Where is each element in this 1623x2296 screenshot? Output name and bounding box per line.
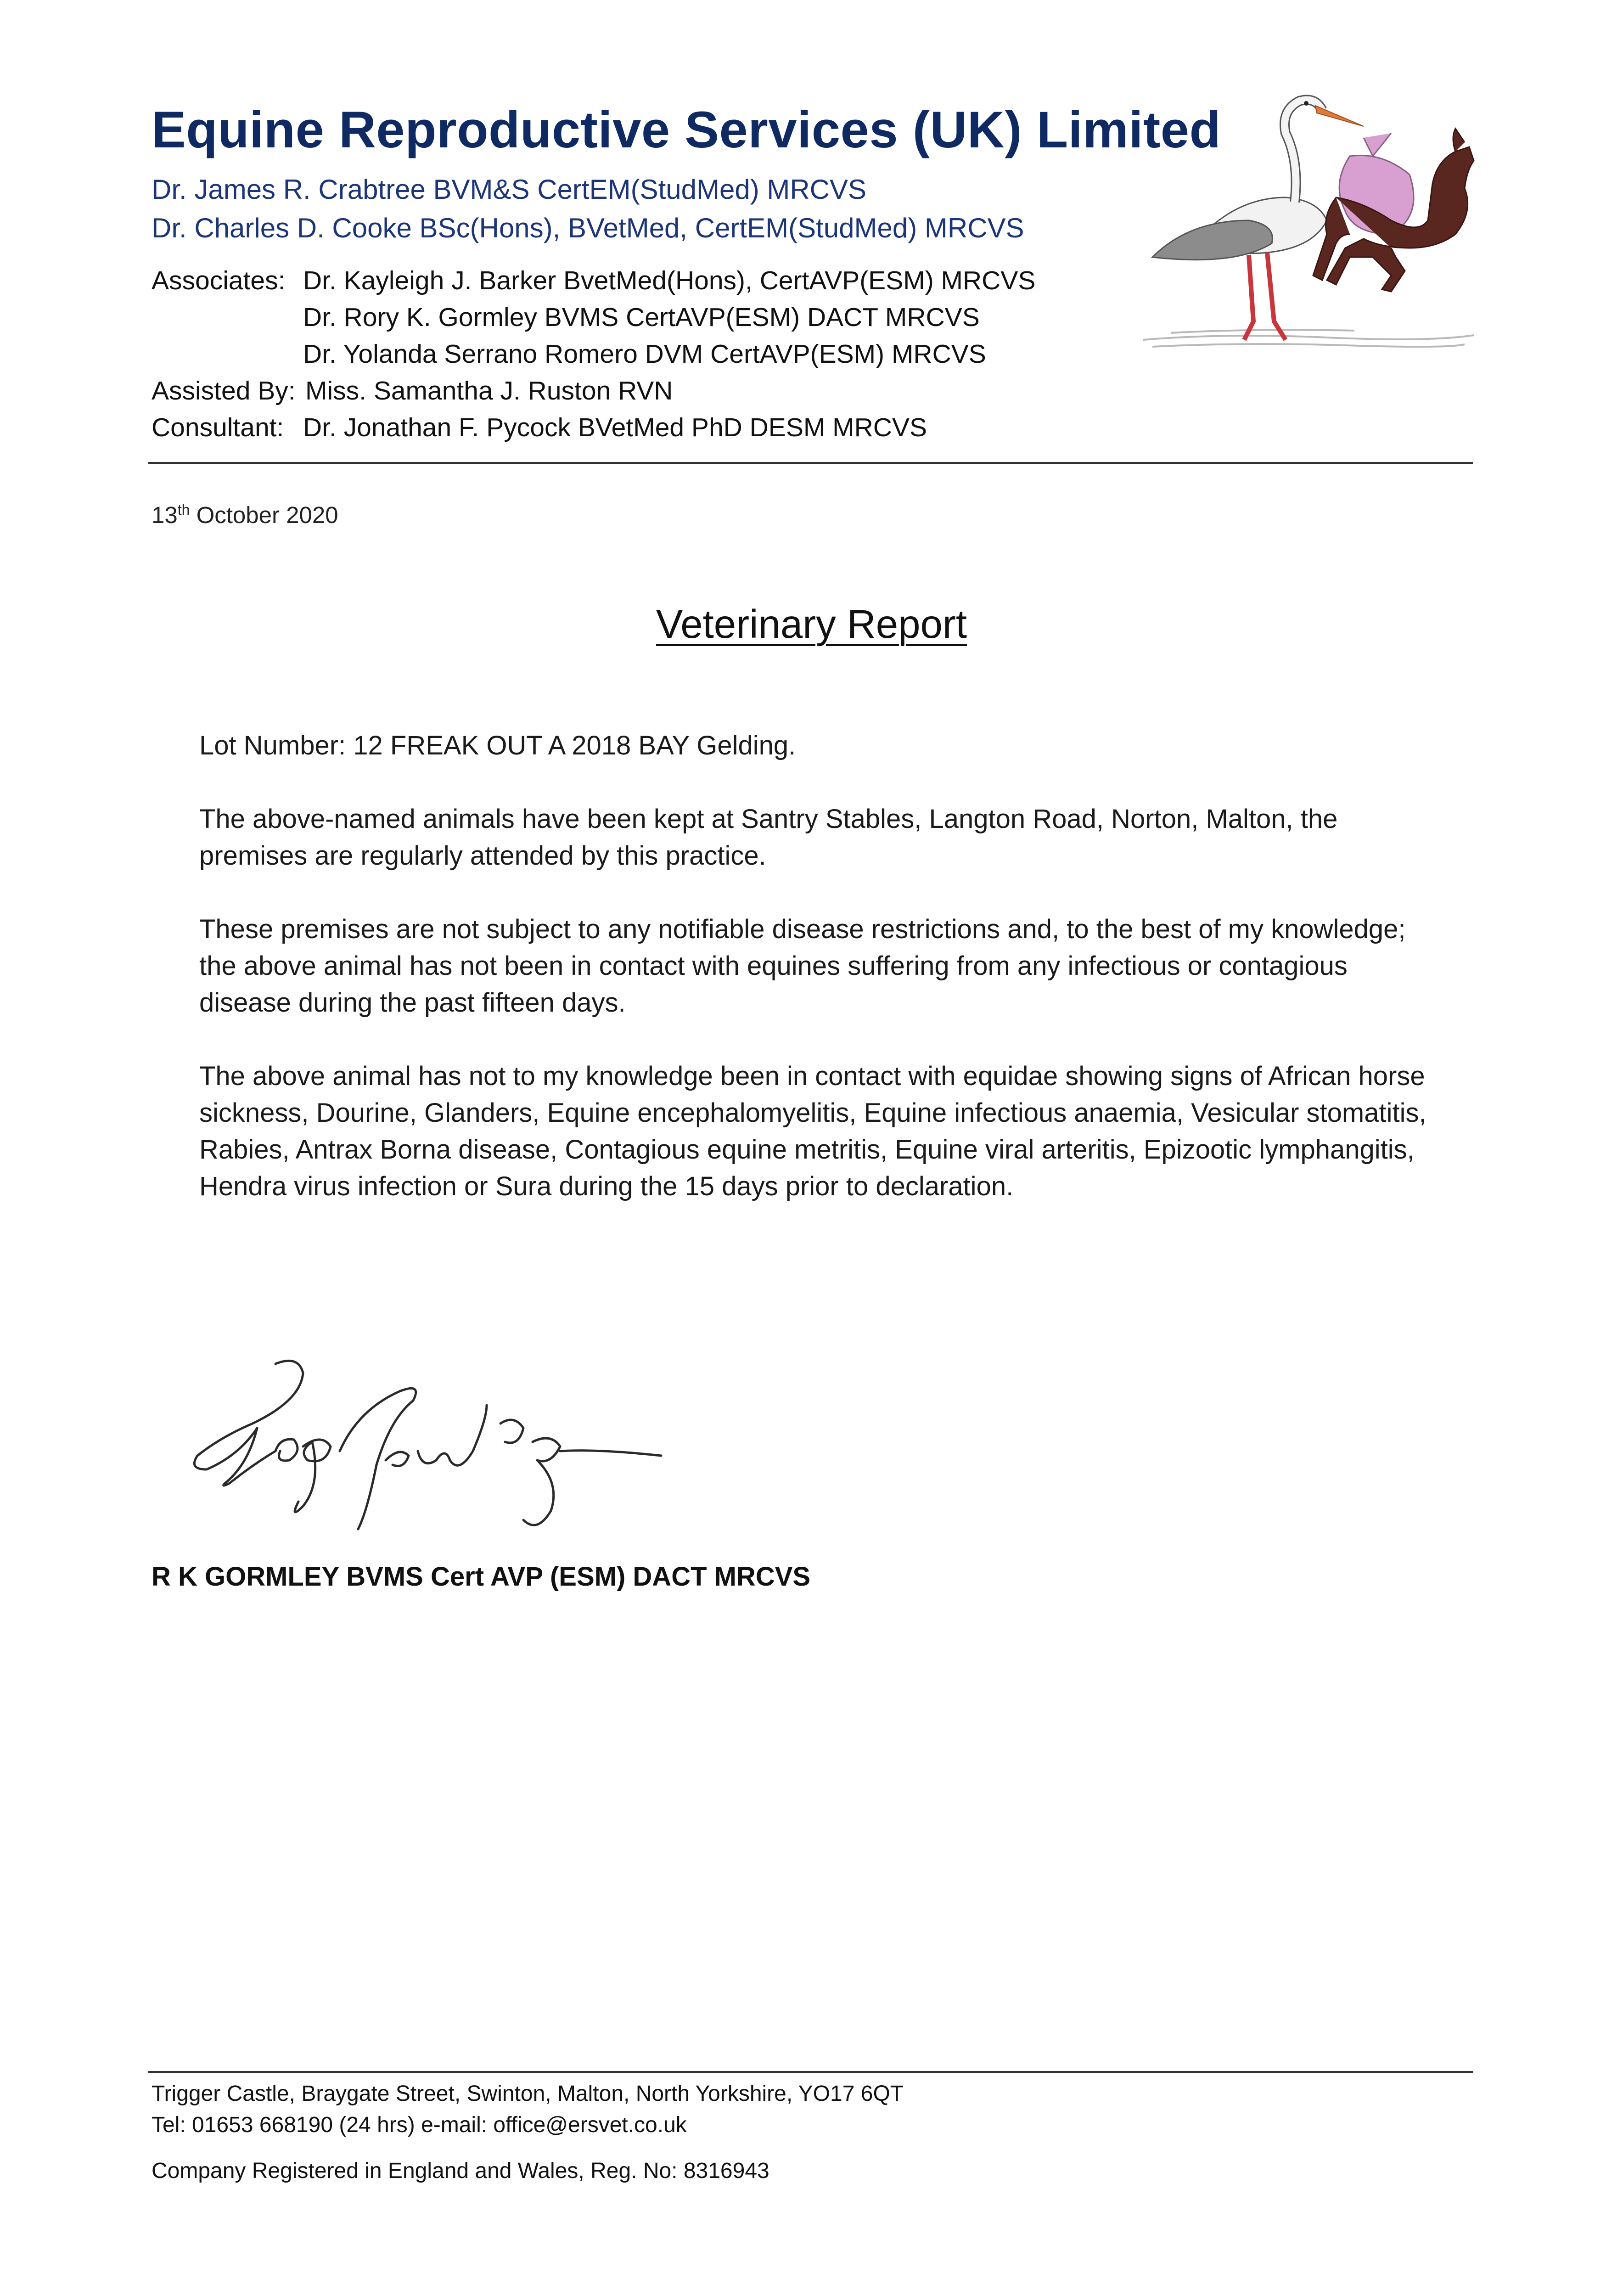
consultant-label: Consultant: xyxy=(152,413,284,442)
partner-2: Dr. Charles D. Cooke BSc(Hons), BVetMed, CertEM(StudMed) MRCVS xyxy=(152,213,1024,243)
letter-date: 13th October 2020 xyxy=(152,501,338,528)
partner-1: Dr. James R. Crabtree BVM&S CertEM(StudMed) MRCVS xyxy=(152,174,867,205)
associate-2: Dr. Rory K. Gormley BVMS CertAVP(ESM) DACT MRCVS xyxy=(303,303,980,332)
signer-name: R K GORMLEY BVMS Cert AVP (ESM) DACT MRCVS xyxy=(152,1562,811,1592)
footer-address: Trigger Castle, Braygate Street, Swinton, Malton, North Yorkshire, YO17 6QT xyxy=(152,2082,904,2106)
handwritten-signature xyxy=(184,1345,670,1557)
lot-number-paragraph: Lot Number: 12 FREAK OUT A 2018 BAY Gelding. xyxy=(199,731,796,760)
header-divider xyxy=(148,462,1473,464)
disease-restrictions-paragraph: These premises are not subject to any notifiable disease restrictions and, to the best of my knowledge; the above animal has not been in contact with equines suffering from any infectious or contagious disease during the past fifteen days. xyxy=(199,914,1406,1018)
assisted-label: Assisted By: xyxy=(152,376,296,405)
associate-3: Dr. Yolanda Serrano Romero DVM CertAVP(ESM) MRCVS xyxy=(303,339,986,369)
assisted-name: Miss. Samantha J. Ruston RVN xyxy=(305,376,673,405)
associate-1: Dr. Kayleigh J. Barker BvetMed(Hons), CertAVP(ESM) MRCVS xyxy=(303,266,1036,295)
company-name: Equine Reproductive Services (UK) Limited xyxy=(152,101,1221,158)
report-title: Veterinary Report xyxy=(656,602,967,647)
footer-contact: Tel: 01653 668190 (24 hrs) e-mail: office@ersvet.co.uk xyxy=(152,2113,687,2137)
stork-carrying-foal-logo xyxy=(1134,83,1483,358)
premises-paragraph: The above-named animals have been kept at Santry Stables, Langton Road, Norton, Malton, the premises are regularly attended by this practice. xyxy=(199,804,1338,871)
associates-label: Associates: xyxy=(152,266,286,295)
consultant-name: Dr. Jonathan F. Pycock BVetMed PhD DESM MRCVS xyxy=(303,413,927,442)
footer-divider xyxy=(148,2071,1473,2073)
footer-registration: Company Registered in England and Wales, Reg. No: 8316943 xyxy=(152,2159,769,2183)
equidae-contact-paragraph: The above animal has not to my knowledge been in contact with equidae showing signs of African horse sickness, Dourine, Glanders, Equine encephalomyelitis, Equine infectious anaemia, Vesicular stomatitis, Rabies, Antrax Borna disease, Contagious equine metritis, Equine viral arteritis, Epizootic lymphangitis, Hendra virus infection or Sura during the 15 days prior to declaration. xyxy=(199,1061,1426,1201)
